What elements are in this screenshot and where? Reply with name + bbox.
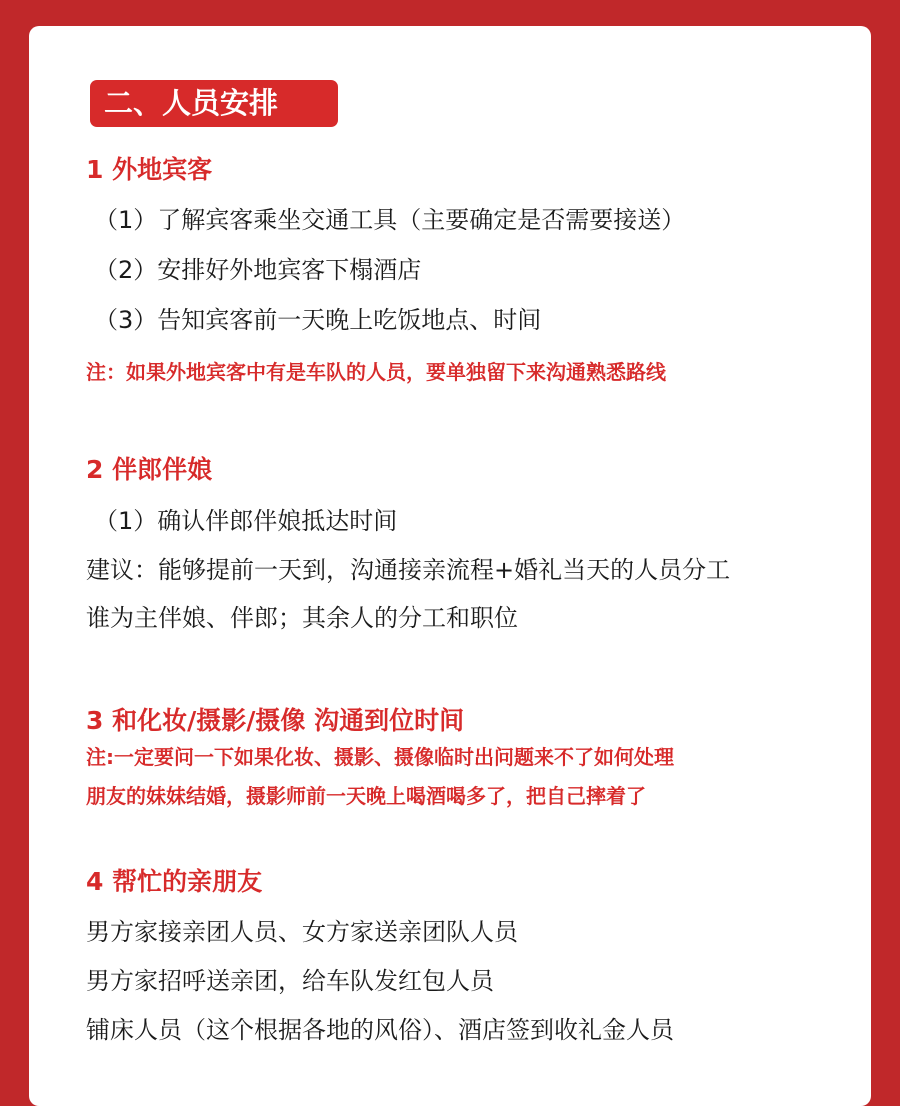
body-text: 铺床人员（这个根据各地的风俗）、酒店签到收礼金人员 <box>86 1016 674 1044</box>
list-item: （1）了解宾客乘坐交通工具（主要确定是否需要接送） <box>94 206 686 234</box>
heading-helping-friends: 4 帮忙的亲朋友 <box>86 867 263 896</box>
note-text: 注:一定要问一下如果化妆、摄影、摄像临时出问题来不了如何处理 <box>86 745 674 769</box>
body-text: 男方家招呼送亲团，给车队发红包人员 <box>86 967 494 995</box>
heading-out-of-town-guests: 1 外地宾客 <box>86 155 213 184</box>
note-text: 注：如果外地宾客中有是车队的人员，要单独留下来沟通熟悉路线 <box>86 360 666 384</box>
heading-groomsmen-bridesmaids: 2 伴郎伴娘 <box>86 455 213 484</box>
note-text: 朋友的妹妹结婚，摄影师前一天晚上喝酒喝多了，把自己摔着了 <box>86 784 646 808</box>
list-item: （1）确认伴郎伴娘抵达时间 <box>94 507 398 535</box>
list-item: （2）安排好外地宾客下榻酒店 <box>94 256 422 284</box>
list-item: （3）告知宾客前一天晚上吃饭地点、时间 <box>94 306 542 334</box>
section-title-badge: 二、人员安排 <box>90 80 338 127</box>
body-text: 男方家接亲团人员、女方家送亲团队人员 <box>86 918 518 946</box>
body-text: 建议：能够提前一天到，沟通接亲流程+婚礼当天的人员分工 <box>86 556 731 584</box>
heading-makeup-photo-video: 3 和化妆/摄影/摄像 沟通到位时间 <box>86 706 465 735</box>
body-text: 谁为主伴娘、伴郎；其余人的分工和职位 <box>86 604 518 632</box>
